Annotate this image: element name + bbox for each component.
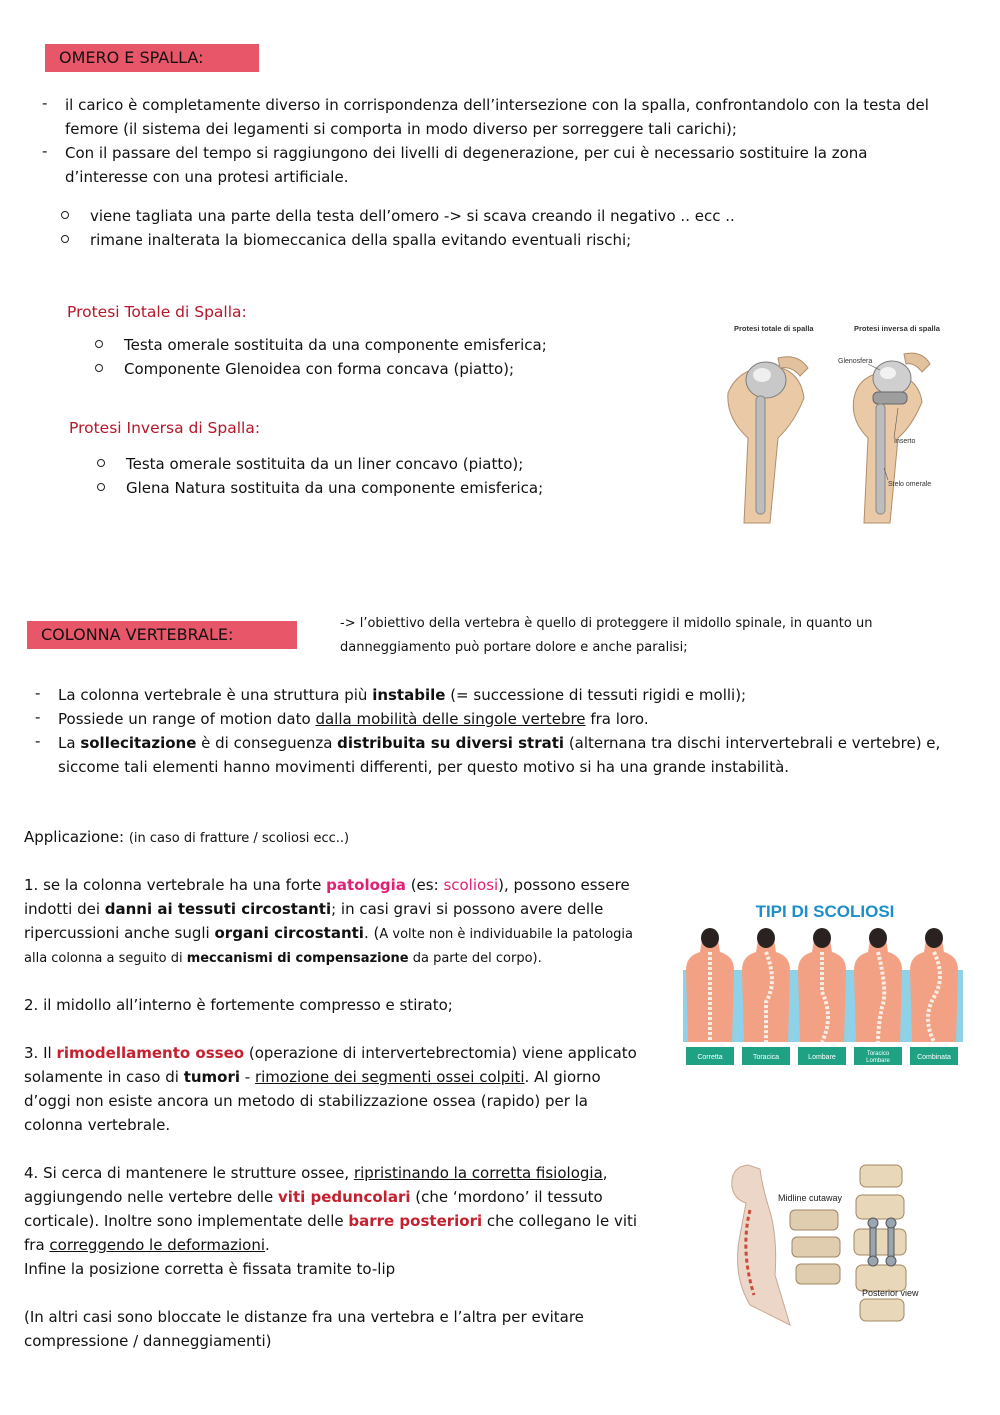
scoliosis-label: Lombare: [866, 1058, 890, 1064]
protesi-totale-item: Componente Glenoidea con forma concava (piatto);: [124, 360, 515, 378]
para-line: [24, 921, 633, 947]
section-title: COLONNA VERTEBRALE:: [41, 625, 234, 644]
scoliosis-body: [686, 928, 734, 1042]
underline-run: dalla mobilità delle singole vertebre: [315, 710, 586, 728]
bullet-line: d’interesse con una protesi artificiale.: [65, 168, 349, 186]
bold-run: instabile: [372, 686, 446, 704]
para-line: [24, 1233, 637, 1257]
bold-run: organi circostanti: [214, 924, 364, 942]
text-run: (es:: [405, 876, 444, 894]
para-line: [24, 1185, 637, 1209]
bold-run: meccanismi di compensazione: [186, 951, 409, 966]
dash-bullet: -: [35, 708, 41, 726]
dash-bullet: -: [35, 684, 41, 702]
text-run: La: [58, 734, 81, 752]
para-line: [24, 873, 633, 897]
circle-bullet-icon: [95, 364, 103, 372]
bold-run: danni ai tessuti circostanti: [104, 900, 332, 918]
note-line: danneggiamento può portare dolore e anche paralisi;: [340, 640, 688, 655]
text-run: Applicazione:: [24, 828, 129, 846]
para-line: [24, 1041, 637, 1065]
red-bold-run: rimodellamento osseo: [56, 1044, 245, 1062]
scoliosis-bodies: [686, 928, 958, 1042]
applicazione-label: [24, 825, 349, 851]
scoliosis-body: [854, 928, 902, 1042]
text-run: Possiede un range of motion dato: [58, 710, 316, 728]
scoliosis-body: [742, 928, 790, 1042]
text-run: solamente in caso di: [24, 1068, 184, 1086]
circle-bullet-icon: [97, 483, 105, 491]
text-run: .: [265, 1236, 270, 1254]
colonna-bullet-3: [58, 731, 940, 779]
circle-bullet-icon: [97, 459, 105, 467]
para-line: (In altri casi sono bloccate le distanze fra una vertebra e l’altra per evitare: [24, 1308, 584, 1326]
para-line: [24, 1209, 637, 1233]
para-line: [24, 897, 633, 921]
para-line: compressione / danneggiamenti): [24, 1332, 272, 1350]
protesi-totale-title: Protesi Totale di Spalla:: [67, 303, 247, 321]
scoliosis-title: TIPI DI SCOLIOSI: [755, 902, 895, 921]
underline-run: correggendo le deformazioni: [49, 1236, 266, 1254]
bullet-line: siccome tali elementi hanno movimenti differenti, per questo motivo si ha una grande instabilità.: [58, 758, 790, 776]
para-line: d’oggi non esiste ancora un metodo di stabilizzazione ossea (rapido) per la: [24, 1092, 588, 1110]
protesi-inversa-title: Protesi Inversa di Spalla:: [69, 419, 261, 437]
text-run: ), possono essere: [498, 876, 630, 894]
label-stelo: Stelo omerale: [888, 481, 932, 488]
bullet-text: [65, 141, 868, 189]
text-run: 4. Si cerca di mantenere le strutture ossee,: [24, 1164, 354, 1182]
text-run: corticale). Inoltre sono implementate delle: [24, 1212, 349, 1230]
bold-run: tumori: [183, 1068, 241, 1086]
red-bold-run: barre posteriori: [348, 1212, 483, 1230]
section-header-omero: [45, 44, 259, 72]
underline-run: ripristinando la corretta fisiologia: [353, 1164, 603, 1182]
label-inserto: Inserto: [894, 438, 916, 445]
text-run: alla colonna a seguito di: [24, 951, 187, 966]
dash-bullet: -: [42, 94, 48, 112]
figure-label-inversa: Protesi inversa di spalla: [854, 324, 940, 333]
bullet-text: [65, 93, 929, 141]
scoliosis-label: Corretta: [697, 1054, 723, 1061]
protesi-totale-item: Testa omerale sostituita da una componente emisferica;: [124, 336, 547, 354]
bold-run: distribuita su diversi strati: [337, 734, 565, 752]
protesi-inversa-item: Glena Natura sostituita da una componente emisferica;: [126, 479, 544, 497]
circle-bullet-icon: [95, 340, 103, 348]
para-line: [24, 1065, 637, 1089]
paragraph-1: [24, 873, 633, 971]
paragraph-4: [24, 1161, 637, 1281]
text-run: che collegano le viti: [482, 1212, 638, 1230]
small-run: A volte non è individuabile la patologia: [379, 927, 634, 942]
text-run: (alternana tra dischi intervertebrali e vertebre) e,: [564, 734, 941, 752]
pink-run: scoliosi: [443, 876, 499, 894]
scoliosis-label: Toracica: [752, 1054, 780, 1061]
section-header-colonna: [27, 621, 297, 649]
circle-bullet-icon: [61, 235, 69, 243]
text-run: da parte del corpo).: [408, 951, 542, 966]
paragraph-3: [24, 1041, 637, 1137]
colonna-note: [340, 612, 872, 660]
colonna-bullet-1: [58, 683, 746, 707]
text-run: . (: [363, 924, 380, 942]
text-run: ; in casi gravi si possono avere delle: [331, 900, 604, 918]
text-run: aggiungendo nelle vertebre delle: [24, 1188, 279, 1206]
scoliosis-label: Toracico: [866, 1051, 890, 1057]
text-run: indotti dei: [24, 900, 105, 918]
protesi-inversa-item: Testa omerale sostituita da un liner concavo (piatto);: [126, 455, 524, 473]
dash-bullet: -: [35, 732, 41, 750]
text-run: (= successione di tessuti rigidi e molli);: [445, 686, 747, 704]
bullet-line: femore (il sistema dei legamenti si comporta in modo diverso per sorreggere tali carichi);: [65, 120, 737, 138]
text-run: (in caso di fratture / scoliosi ecc..): [128, 831, 350, 846]
bullet-line: Con il passare del tempo si raggiungono dei livelli di degenerazione, per cui è necessario sostituire la zona: [65, 144, 868, 162]
para-line: colonna vertebrale.: [24, 1116, 171, 1134]
para-line: [24, 1161, 637, 1185]
colonna-bullet-2: [58, 707, 649, 731]
dash-bullet: -: [42, 142, 48, 160]
para-line: [24, 947, 633, 971]
sub-bullet-text: viene tagliata una parte della testa dell’omero -> si scava creando il negativo .. ecc ..: [90, 207, 735, 225]
scoliosis-body: [798, 928, 846, 1042]
bullet-line: [58, 731, 940, 755]
note-line: -> l’obiettivo della vertebra è quello di proteggere il midollo spinale, in quanto un: [340, 616, 873, 631]
text-run: ,: [602, 1164, 608, 1182]
label-glenosfera: Glenosfera: [838, 358, 873, 365]
text-run: fra loro.: [585, 710, 649, 728]
scoliosis-labels: [686, 1047, 958, 1065]
bold-run: sollecitazione: [80, 734, 197, 752]
text-run: ripercussioni anche sugli: [24, 924, 215, 942]
underline-run: rimozione dei segmenti ossei colpiti: [254, 1068, 525, 1086]
label-midline: Midline cutaway: [778, 1193, 843, 1203]
text-run: La colonna vertebrale è una struttura più: [58, 686, 373, 704]
text-run: -: [240, 1068, 255, 1086]
shoulder-prosthesis-figure: [708, 318, 966, 528]
section-title: OMERO E SPALLA:: [59, 48, 204, 67]
red-bold-run: viti peduncolari: [278, 1188, 411, 1206]
figure-label-totale: Protesi totale di spalla: [734, 324, 814, 333]
bullet-line: il carico è completamente diverso in corrispondenza dell’intersezione con la spalla, confrontandolo con la testa del: [65, 96, 929, 114]
text-run: (che ‘mordono’ il tessuto: [410, 1188, 603, 1206]
scoliosis-label: Combinata: [917, 1054, 951, 1061]
paragraph-5: [24, 1305, 584, 1353]
sub-bullet-text: rimane inalterata la biomeccanica della spalla evitando eventuali rischi;: [90, 231, 632, 249]
scoliosis-types-figure: [680, 890, 965, 1070]
text-run: (operazione di intervertebrectomia) viene applicato: [244, 1044, 637, 1062]
circle-bullet-icon: [61, 211, 69, 219]
text-run: 1. se la colonna vertebrale ha una forte: [24, 876, 327, 894]
text-run: è di conseguenza: [196, 734, 338, 752]
para-line: Infine la posizione corretta è fissata tramite to-lip: [24, 1260, 396, 1278]
paragraph-2: 2. il midollo all’interno è fortemente compresso e stirato;: [24, 996, 453, 1014]
text-run: . Al giorno: [524, 1068, 601, 1086]
spine-hardware-figure: [720, 1155, 970, 1330]
scoliosis-label: Lombare: [808, 1054, 836, 1061]
scoliosis-body: [910, 928, 958, 1042]
pink-bold-run: patologia: [326, 876, 406, 894]
label-posterior: Posterior view: [862, 1288, 919, 1298]
text-run: fra: [24, 1236, 50, 1254]
text-run: 3. Il: [24, 1044, 57, 1062]
